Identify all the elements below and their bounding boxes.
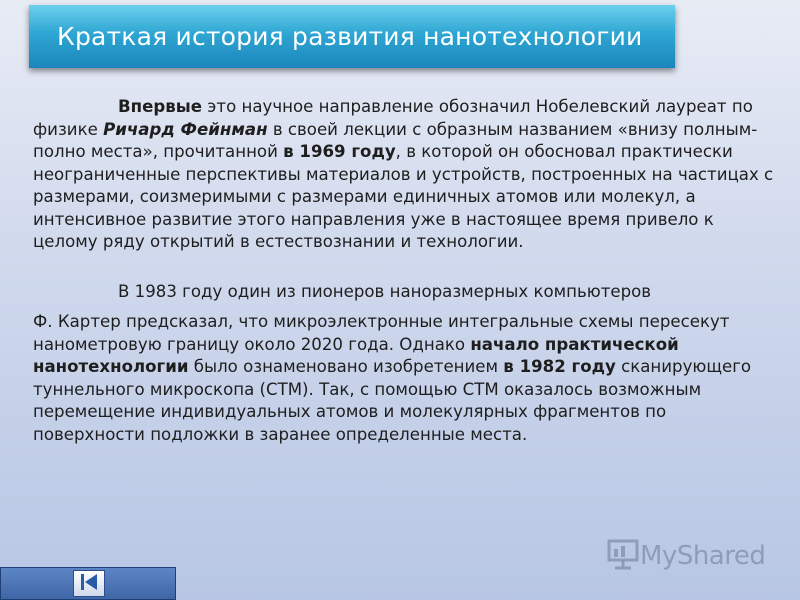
go-to-start-button[interactable] (73, 570, 105, 597)
paragraph-1-year: в 1969 году (283, 142, 396, 161)
paragraph-1-person-name: Ричард Фейнман (103, 119, 268, 139)
paragraph-1-text-a: это научное направление обозначил Нобелевский лауреат по физике (33, 97, 753, 139)
paragraph-1-text-b: в своей лекции с образным названием «внизу полным-полно места», прочитанной (33, 119, 758, 161)
slide-title: Краткая история развития нанотехнологии (57, 22, 643, 51)
paragraph-2-text-c: сканирующего туннельного микроскопа (СТМ). Так, с помощью СТМ оказалось возможным перемещение индивидуальных атомов и молекулярных фрагментов по поверхности подложки в заранее определенные места. (33, 357, 752, 444)
watermark-logo (606, 536, 765, 576)
slide-navigation-bar (0, 567, 176, 600)
watermark-text: MyShared (640, 541, 766, 571)
paragraph-2-text-a: Ф. Картер предсказал, что микроэлектронные интегральные схемы пересекут нанометровую границу около 2020 года. Однако (33, 312, 730, 354)
paragraph-1-lead-word: Впервые (118, 97, 203, 116)
slide-title-bar (29, 5, 675, 68)
paragraph-2-intro-line: В 1983 году один из пионеров наноразмерных компьютеров (118, 281, 652, 301)
paragraph-2 (33, 281, 781, 447)
slide-content (33, 96, 781, 446)
paragraph-2-year: в 1982 году (503, 357, 616, 376)
paragraph-2-text-b: было ознаменовано изобретением (188, 357, 504, 376)
go-to-start-icon (78, 572, 100, 596)
paragraph-2-highlight: начало практической нанотехнологии (33, 334, 679, 376)
presentation-icon (606, 537, 640, 575)
paragraph-1-text-c: , в которой он обосновал практически неограниченные перспективы материалов и устройств, построенных на частицах с размерами, соизмеримыми с размерами единичных атомов или молекул, а интенсивное развитие этого направления уже в настоящее время привело к целому ряду открытий в естествознании и технологии. (33, 142, 774, 251)
paragraph-1 (33, 96, 781, 254)
